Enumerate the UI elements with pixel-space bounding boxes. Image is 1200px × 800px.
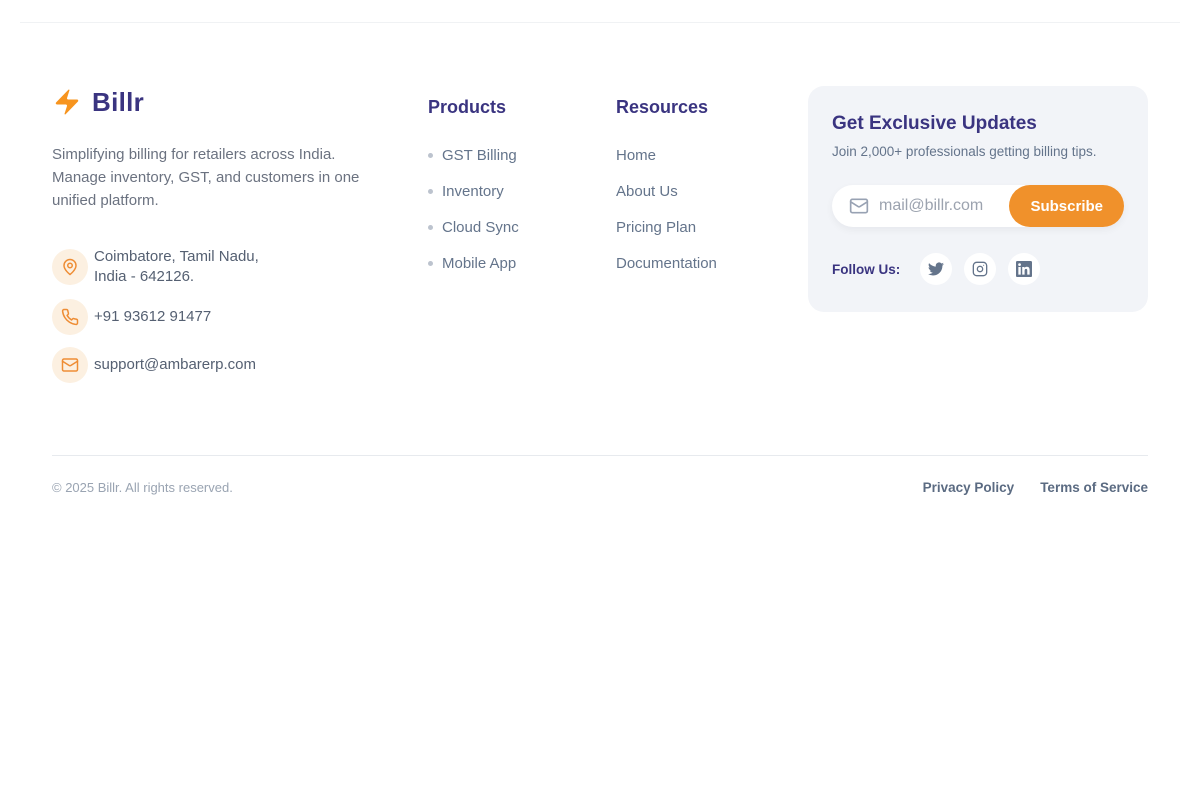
contact-address <box>52 247 428 287</box>
mail-icon <box>849 196 869 216</box>
subscribe-button[interactable]: Subscribe <box>1009 185 1124 227</box>
newsletter-title: Get Exclusive Updates <box>832 113 1037 134</box>
contact-list <box>52 247 428 383</box>
lightning-bolt-icon <box>52 87 82 117</box>
phone-icon <box>52 299 88 335</box>
product-link-cloud-sync[interactable]: Cloud Sync <box>428 217 616 237</box>
resources-list <box>616 145 808 273</box>
location-pin-icon <box>52 249 88 285</box>
product-link-inventory[interactable]: Inventory <box>428 181 616 201</box>
legal-links <box>923 480 1148 495</box>
footer-bottom-bar <box>52 455 1148 495</box>
instagram-icon <box>972 261 988 277</box>
linkedin-icon <box>1016 261 1032 277</box>
products-list <box>428 145 616 273</box>
products-title: Products <box>428 97 507 117</box>
product-link-gst-billing[interactable]: GST Billing <box>428 145 616 165</box>
subscribe-form <box>832 185 1124 227</box>
instagram-button[interactable] <box>964 253 996 285</box>
linkedin-button[interactable] <box>1008 253 1040 285</box>
brand-logo <box>52 86 428 118</box>
contact-phone-text: +91 93612 91477 <box>94 308 212 325</box>
brand-name: Billr <box>92 86 145 117</box>
resource-link-home[interactable]: Home <box>616 146 657 164</box>
resources-title: Resources <box>616 97 709 117</box>
contact-phone <box>52 299 428 335</box>
follow-row <box>832 253 1124 285</box>
terms-of-service-link[interactable]: Terms of Service <box>1040 480 1148 495</box>
twitter-button[interactable] <box>920 253 952 285</box>
brand-column <box>52 86 428 395</box>
product-link-mobile-app[interactable]: Mobile App <box>428 253 616 273</box>
products-column <box>428 86 616 395</box>
privacy-policy-link[interactable]: Privacy Policy <box>922 480 1015 495</box>
follow-us-label: Follow Us: <box>832 261 901 277</box>
envelope-icon <box>52 347 88 383</box>
resources-column <box>616 86 808 395</box>
contact-email <box>52 347 428 383</box>
copyright-text: © 2025 Billr. All rights reserved. <box>52 480 233 495</box>
resource-link-about-us[interactable]: About Us <box>616 182 678 200</box>
resource-link-documentation[interactable]: Documentation <box>616 254 717 272</box>
site-footer <box>52 23 1148 495</box>
newsletter-card <box>808 86 1148 312</box>
email-input[interactable] <box>869 197 1009 215</box>
newsletter-subtitle: Join 2,000+ professionals getting billing tips. <box>832 144 1097 159</box>
brand-description: Simplifying billing for retailers across India. Manage inventory, GST, and customers in one unified platform. <box>52 146 360 209</box>
contact-email-text: support@ambarerp.com <box>94 356 256 373</box>
contact-address-text: Coimbatore, Tamil Nadu, India - 642126. <box>94 248 259 285</box>
resource-link-pricing-plan[interactable]: Pricing Plan <box>616 218 697 236</box>
twitter-icon <box>928 261 944 277</box>
